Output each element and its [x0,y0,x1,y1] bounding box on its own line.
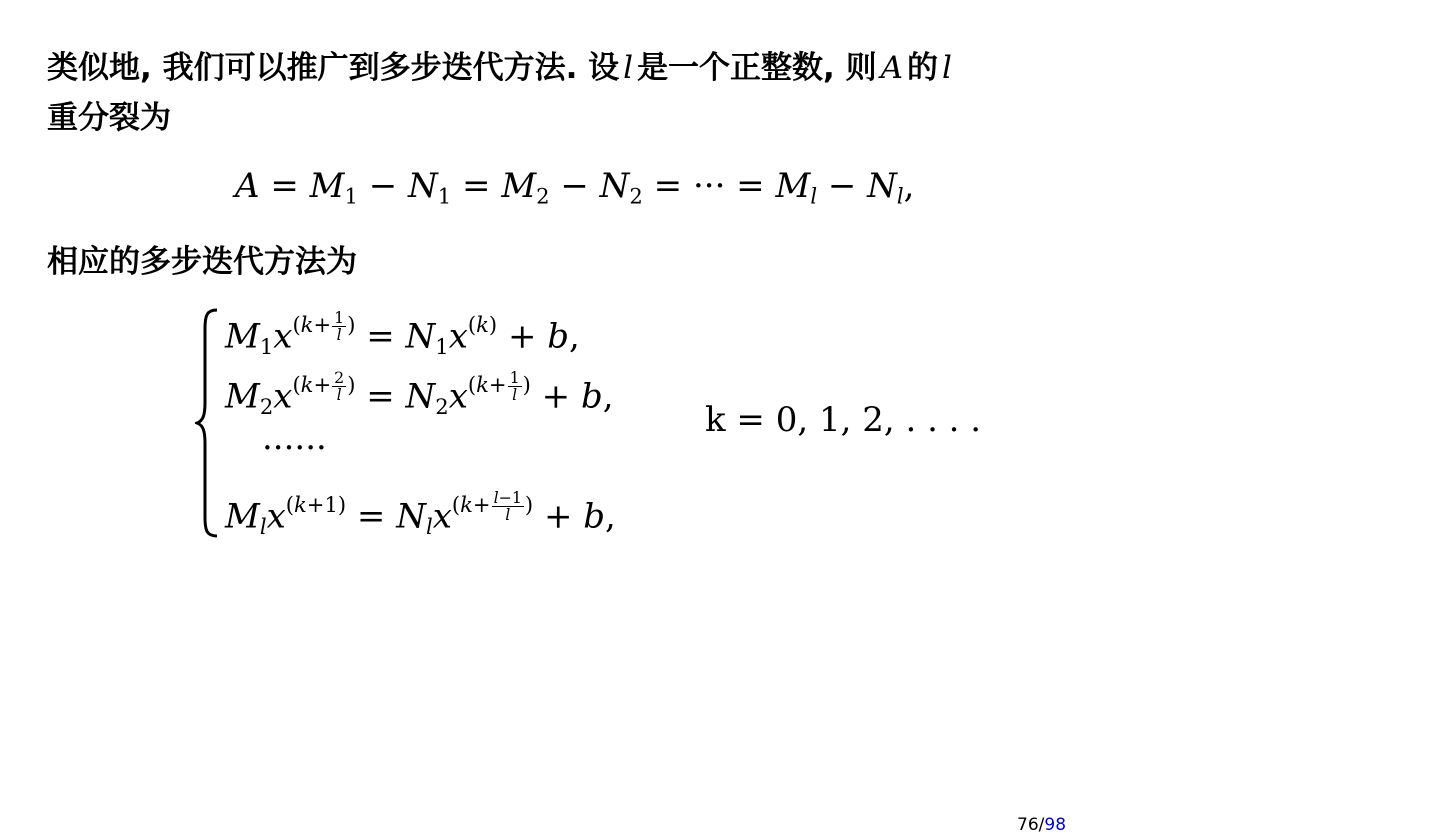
intro-paragraph-line1 [47,44,956,92]
iteration-condition: k = 0, 1, 2, . . . . [705,400,982,440]
system-row-2: $M_2x^{(k+ \frac{2}{l} )} = N_2x^{(k+ \frac{1}{l} )} + b$, [225,368,614,419]
var-A: A [880,50,904,86]
page-counter [1017,815,1066,835]
var-l-2: l [942,50,952,86]
left-brace-icon [195,307,221,539]
var-l: l [623,50,634,86]
current-page: 76 [1017,815,1039,835]
intro-paragraph-line2: 重分裂为 [47,100,171,136]
system-row-1: $M_1x^{(k+ \frac{1}{l} )} = N_1x^{(k)} + b$, [225,308,580,359]
splitting-equation: $A = M_1 - N_1 = M_2 - N_2$ = ··· = $M_l - N_l$, [235,166,915,209]
page-separator: / [1038,815,1045,835]
system-row-dots: ······ [262,428,327,468]
intro-text-part2: 是一个正整数, 则 [637,50,877,86]
system-row-l: $M_lx^{(k+1)} = N_lx^{(k+ \frac{l-1}{l} )} + b$, [225,488,616,539]
total-pages-link[interactable]: 98 [1044,815,1067,835]
intro-text-part3: 的 [907,50,939,86]
intro-text-part1: 类似地, 我们可以推广到多步迭代方法. 设 [47,50,620,86]
method-paragraph: 相应的多步迭代方法为 [47,244,357,280]
